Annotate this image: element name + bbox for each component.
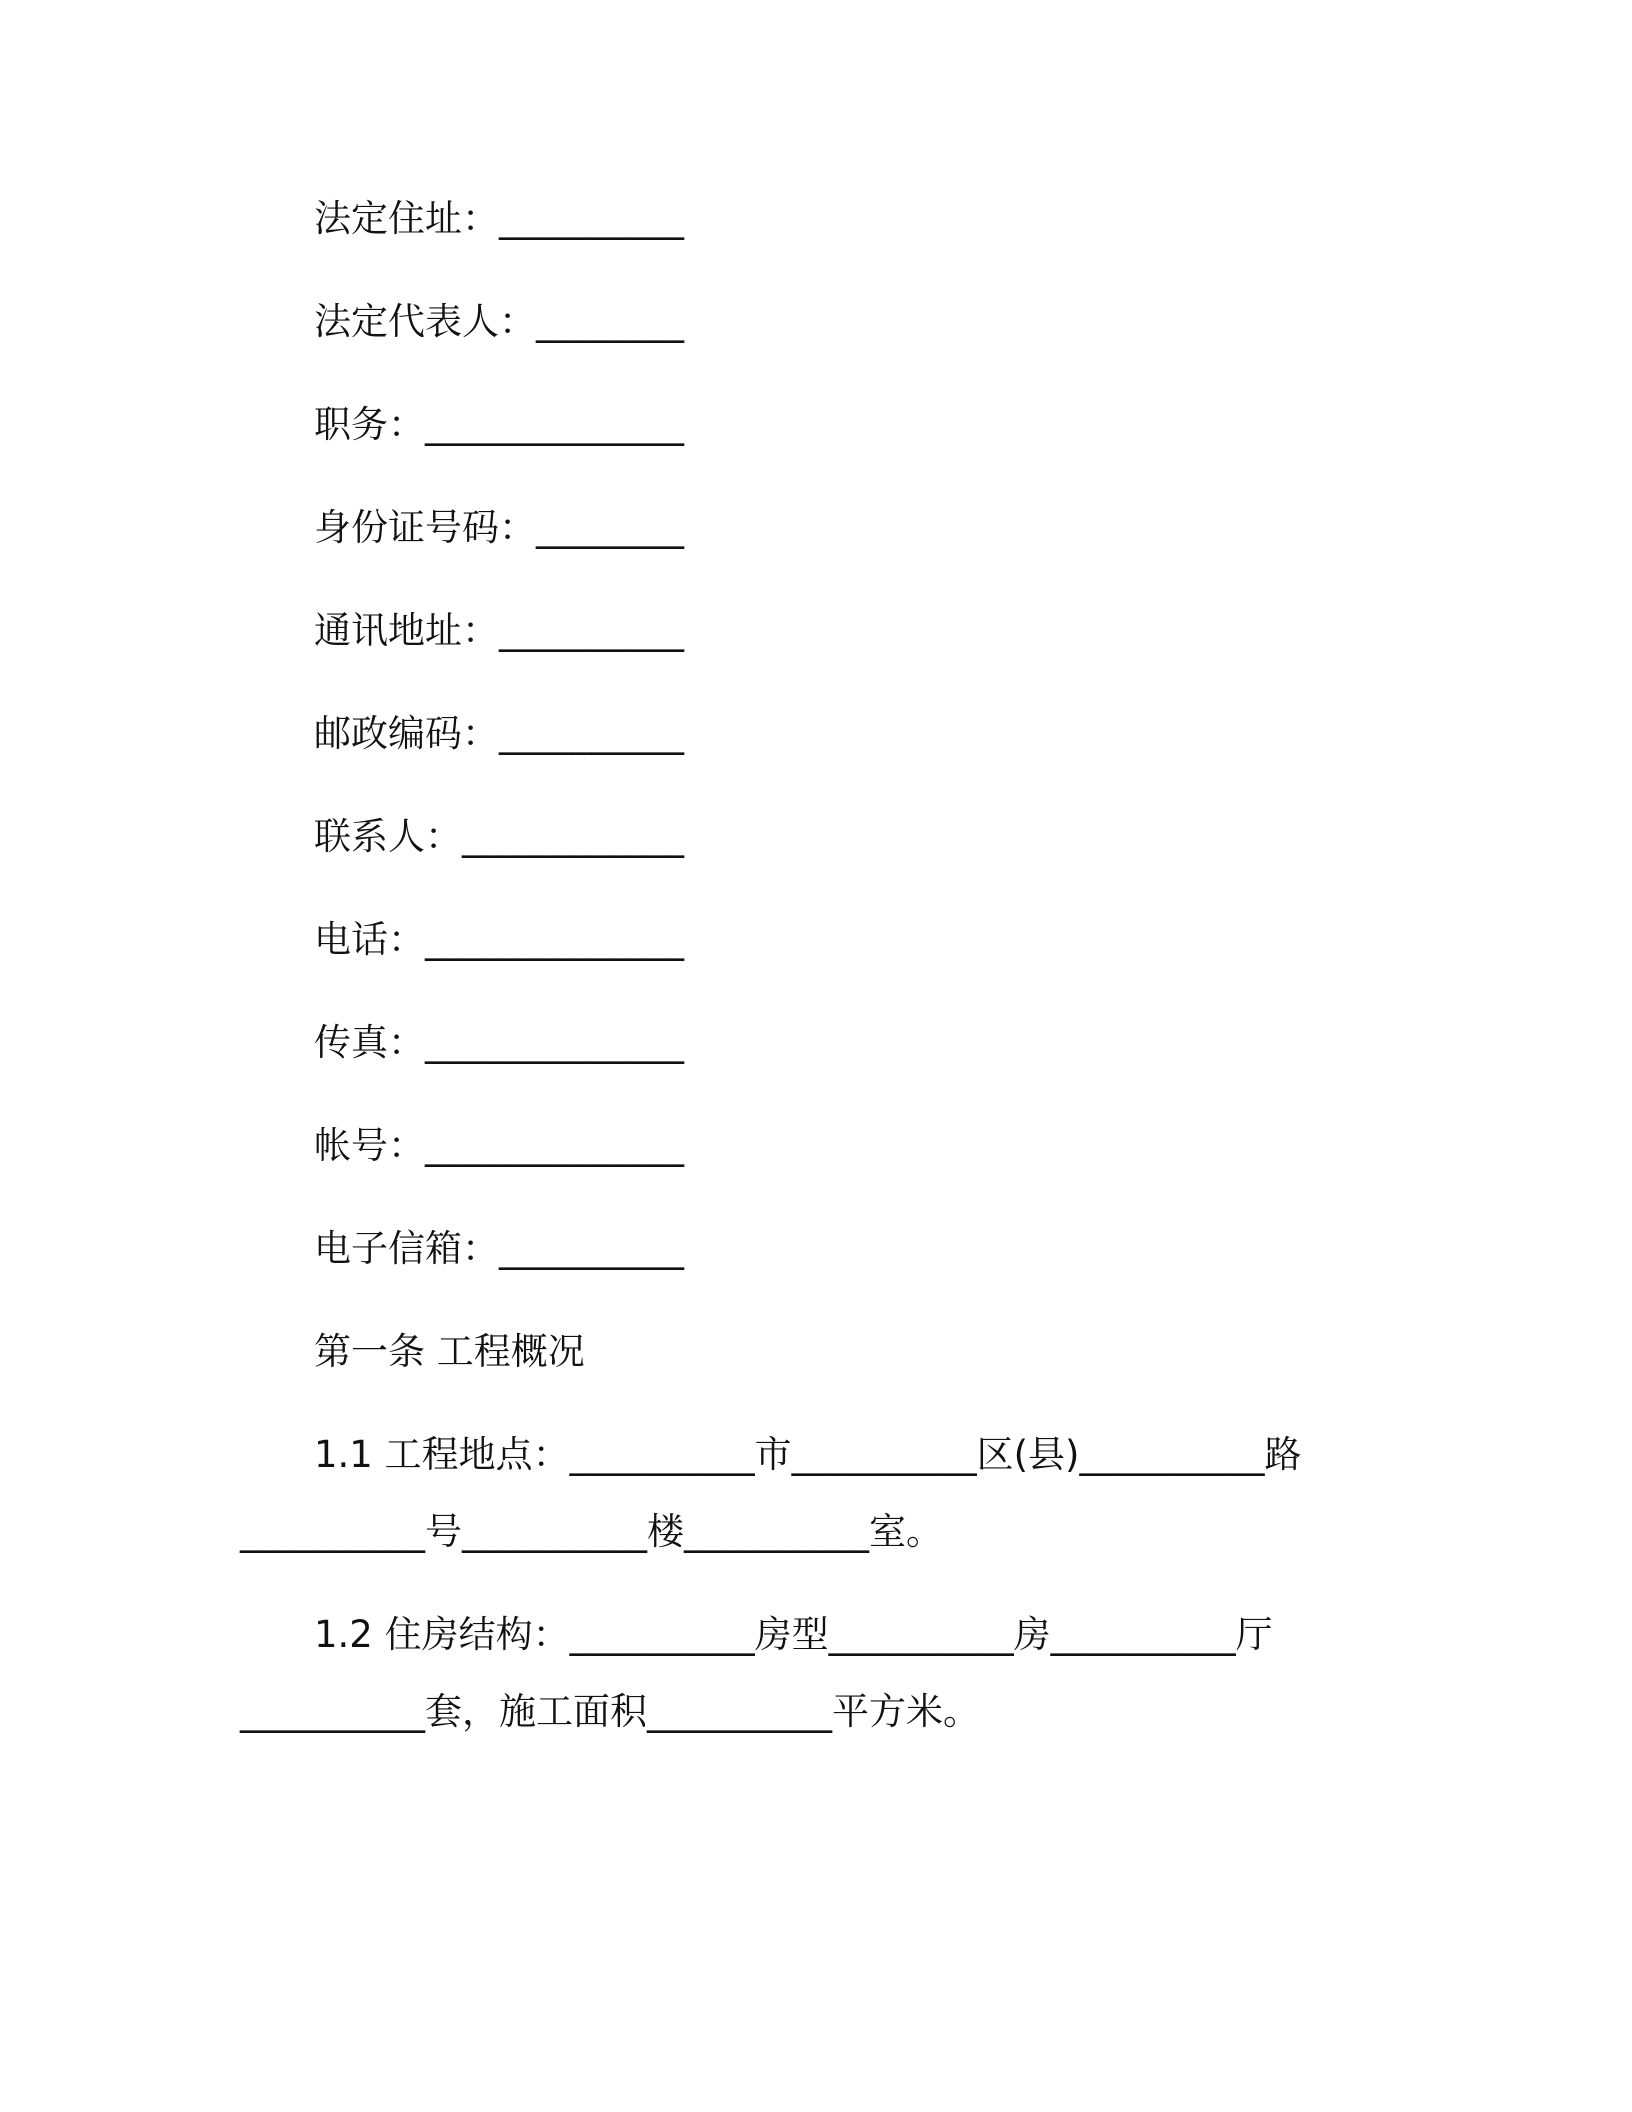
field-label: 职务： bbox=[314, 403, 425, 446]
field-blank: ________ bbox=[536, 506, 684, 549]
field-label: 联系人： bbox=[314, 815, 462, 858]
field-label: 通讯地址： bbox=[314, 609, 499, 652]
field-label: 法定住址： bbox=[314, 197, 499, 240]
clause-line: __________号__________楼__________室。 bbox=[240, 1510, 943, 1553]
field-label: 帐号： bbox=[314, 1124, 425, 1167]
field-blank: __________ bbox=[499, 609, 684, 652]
clause-line: __________套，施工面积__________平方米。 bbox=[240, 1690, 980, 1733]
field-blank: ______________ bbox=[425, 403, 684, 446]
field-legal-address bbox=[240, 180, 1392, 257]
field-blank: ____________ bbox=[462, 815, 684, 858]
section-heading bbox=[240, 1313, 1392, 1390]
field-email bbox=[240, 1210, 1392, 1287]
field-blank: __________ bbox=[499, 1227, 684, 1270]
field-blank: ______________ bbox=[425, 1021, 684, 1064]
field-label: 传真： bbox=[314, 1021, 425, 1064]
field-mailing-address bbox=[240, 592, 1392, 669]
field-label: 电话： bbox=[314, 918, 425, 961]
field-blank: ________ bbox=[536, 300, 684, 343]
field-blank: __________ bbox=[499, 197, 684, 240]
field-label: 电子信箱： bbox=[314, 1227, 499, 1270]
field-label: 邮政编码： bbox=[314, 712, 499, 755]
field-phone bbox=[240, 901, 1392, 978]
field-position bbox=[240, 386, 1392, 463]
section-heading-text: 第一条 工程概况 bbox=[314, 1330, 585, 1373]
field-label: 法定代表人： bbox=[314, 300, 536, 343]
clause-line: 1.1 工程地点：__________市__________区(县)__________路 bbox=[314, 1433, 1302, 1476]
field-blank: ______________ bbox=[425, 918, 684, 961]
field-legal-representative bbox=[240, 283, 1392, 360]
field-label: 身份证号码： bbox=[314, 506, 536, 549]
field-fax bbox=[240, 1004, 1392, 1081]
field-contact-person bbox=[240, 798, 1392, 875]
field-id-number bbox=[240, 489, 1392, 566]
field-postal-code bbox=[240, 695, 1392, 772]
document-page bbox=[240, 180, 1392, 1776]
field-account-number bbox=[240, 1107, 1392, 1184]
clause-1-2-housing-structure bbox=[240, 1596, 1392, 1750]
field-blank: __________ bbox=[499, 712, 684, 755]
clause-line: 1.2 住房结构：__________房型__________房__________厅 bbox=[314, 1613, 1273, 1656]
clause-1-1-project-location bbox=[240, 1416, 1392, 1570]
field-blank: ______________ bbox=[425, 1124, 684, 1167]
